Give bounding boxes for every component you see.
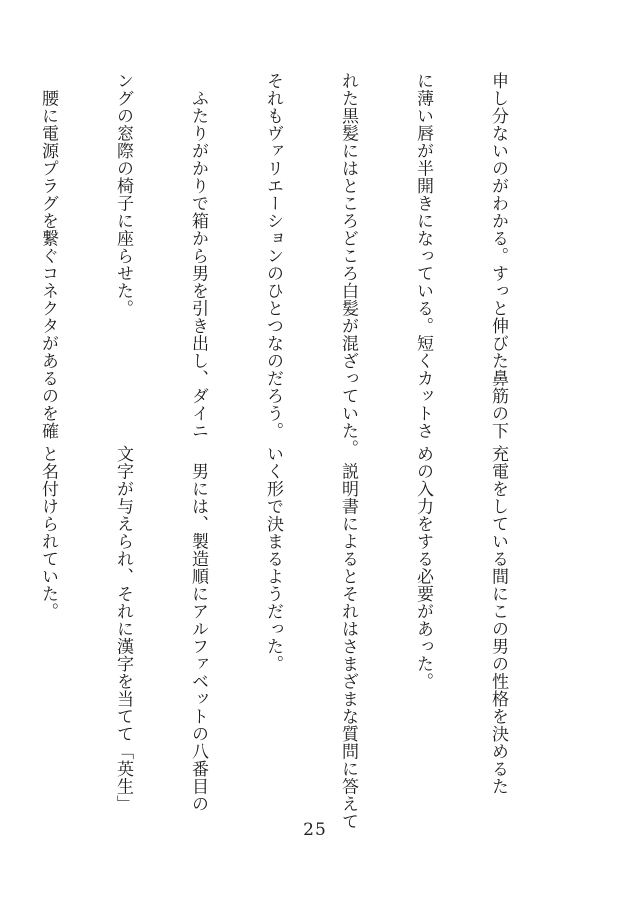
text-line: 文字が与えられ、それに漢字を当てて「英生」 <box>113 445 133 813</box>
text-line: 腰に電源プラグを繋ぐコネクタがあるのを確 <box>38 72 58 440</box>
text-line: 申し分ないのがわかる。すっと伸びた鼻筋の下 <box>488 72 508 440</box>
text-line: ングの窓際の椅子に座らせた。 <box>113 72 133 317</box>
upper-text-block <box>38 72 560 457</box>
text-line: に薄い唇が半開きになっている。短くカットさ <box>413 72 433 440</box>
text-line: 説明書によるとそれはさまざまな質問に答えて <box>338 445 358 830</box>
page-number: 25 <box>303 820 327 840</box>
text-line: と名付けられていた。 <box>38 445 58 620</box>
text-line: ふたりがかりで箱から男を引き出し、ダイニ <box>188 72 208 440</box>
text-line: いく形で決まるようだった。 <box>263 445 283 673</box>
text-line: 充電をしている間にこの男の性格を決めるた <box>488 445 508 795</box>
text-line: めの入力をする必要があった。 <box>413 445 433 690</box>
text-line: れた黒髪にはところどころ白髪が混ざっていた。 <box>338 72 358 457</box>
text-line: それもヴァリエーションのひとつなのだろう。 <box>263 72 283 440</box>
text-line: 男には、製造順にアルファベットの八番目の <box>188 445 208 813</box>
